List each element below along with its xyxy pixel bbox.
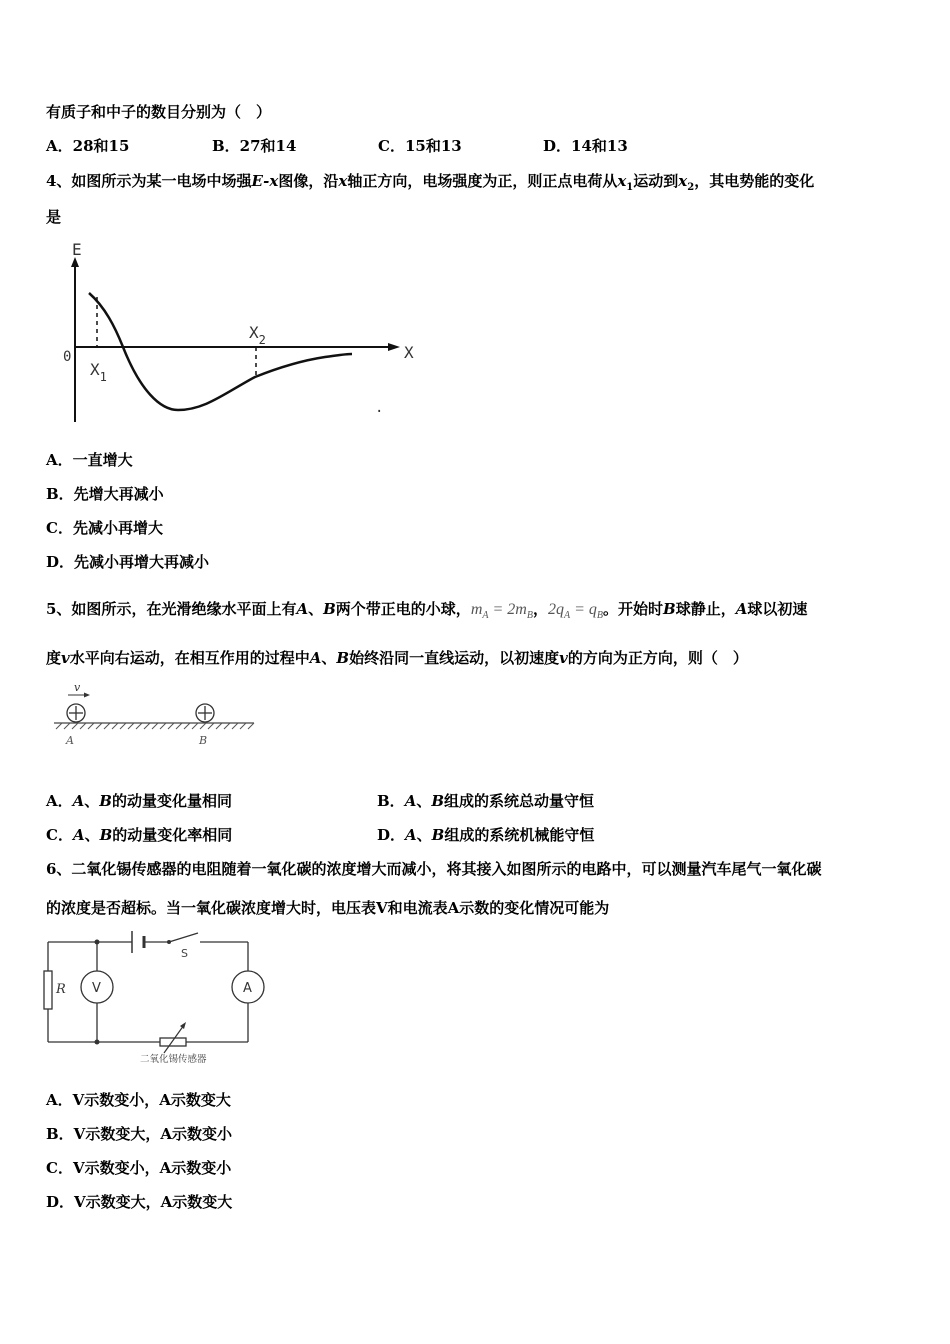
q3-option-c: C．15和13 — [378, 137, 462, 155]
q5-option-a: A．A、B的动量变化量相同 — [46, 792, 232, 810]
x2-label: $X_2$ — [249, 323, 266, 347]
switch-label: S — [181, 947, 188, 960]
q5-stem-line-1: 5、如图所示，在光滑绝缘水平面上有A、B两个带正电的小球，$m_A = 2m_B$，$2q_A = q_B$。开始时B球静止，A球以初速 — [46, 600, 808, 622]
q3-stem-tail: 有质子和中子的数目分别为（ ） — [46, 103, 272, 121]
q5-option-d: D．A、B组成的系统机械能守恒 — [377, 826, 595, 844]
q4-ex-graph — [55, 235, 425, 430]
q4-option-c: C．先减小再增大 — [46, 519, 163, 537]
velocity-label: v — [74, 681, 81, 694]
q5-balls-figure — [52, 680, 262, 750]
ground-hatching — [56, 723, 254, 729]
q4-option-d: D．先减小再增大再减小 — [46, 553, 210, 571]
sensor-label: 二氧化锡传感器 — [140, 1054, 207, 1065]
junction-bottom — [95, 1040, 100, 1045]
stray-dot: . — [375, 400, 384, 416]
charge-relation: $2q_A = q_B$ — [547, 601, 603, 622]
e-axis-label: E — [72, 240, 82, 259]
q4-stem-line-2: 是 — [46, 208, 62, 226]
resistor-r — [44, 971, 52, 1009]
q3-option-b: B．27和14 — [212, 137, 297, 155]
q6-stem-line-1: 6、二氧化锡传感器的电阻随着一氧化碳的浓度增大而减小，将其接入如图所示的电路中，可以测量汽车尾气一氧化碳 — [46, 860, 822, 878]
q3-option-a: A．28和15 — [46, 137, 130, 155]
x-axis-arrow — [388, 343, 400, 351]
x1-label: $X_1$ — [90, 360, 107, 384]
q6-option-c: C．V示数变小，A示数变小 — [46, 1159, 232, 1177]
q5-option-b: B．A、B组成的系统总动量守恒 — [377, 792, 595, 810]
q5-stem-line-2: 度v水平向右运动，在相互作用的过程中A、B始终沿同一直线运动，以初速度v的方向为正方向，则（ ） — [46, 649, 748, 667]
switch-blade — [169, 933, 198, 942]
q4-option-b: B．先增大再减小 — [46, 485, 164, 503]
voltmeter-label: V — [92, 981, 101, 996]
ball-a-label: A — [66, 734, 74, 747]
q6-stem-line-2: 的浓度是否超标。当一氧化碳浓度增大时，电压表V和电流表A示数的变化情况可能为 — [46, 899, 610, 917]
e-field-curve — [89, 293, 352, 410]
ammeter-label: A — [243, 981, 252, 996]
resistor-label: R — [56, 982, 66, 997]
origin-label: 0 — [63, 349, 72, 365]
mass-relation: $m_A = 2m_B$ — [470, 601, 533, 622]
junction-top — [95, 940, 100, 945]
tin-dioxide-sensor — [160, 1038, 186, 1046]
q4-stem-line-1: 4、如图所示为某一电场中场强E-x图像，沿x轴正方向，电场强度为正，则正点电荷从$x_1$运动到$x_2$，其电势能的变化 — [46, 172, 815, 193]
q6-circuit-diagram — [40, 925, 275, 1070]
q6-option-d: D．V示数变大，A示数变大 — [46, 1193, 233, 1211]
ball-b-label: B — [199, 734, 208, 747]
q4-option-a: A．一直增大 — [46, 451, 133, 469]
q5-option-c: C．A、B的动量变化率相同 — [46, 826, 233, 844]
x-axis-label: X — [404, 343, 414, 362]
q6-option-b: B．V示数变大，A示数变小 — [46, 1125, 232, 1143]
q3-option-d: D．14和13 — [543, 137, 628, 155]
q6-option-a: A．V示数变小，A示数变大 — [46, 1091, 231, 1109]
